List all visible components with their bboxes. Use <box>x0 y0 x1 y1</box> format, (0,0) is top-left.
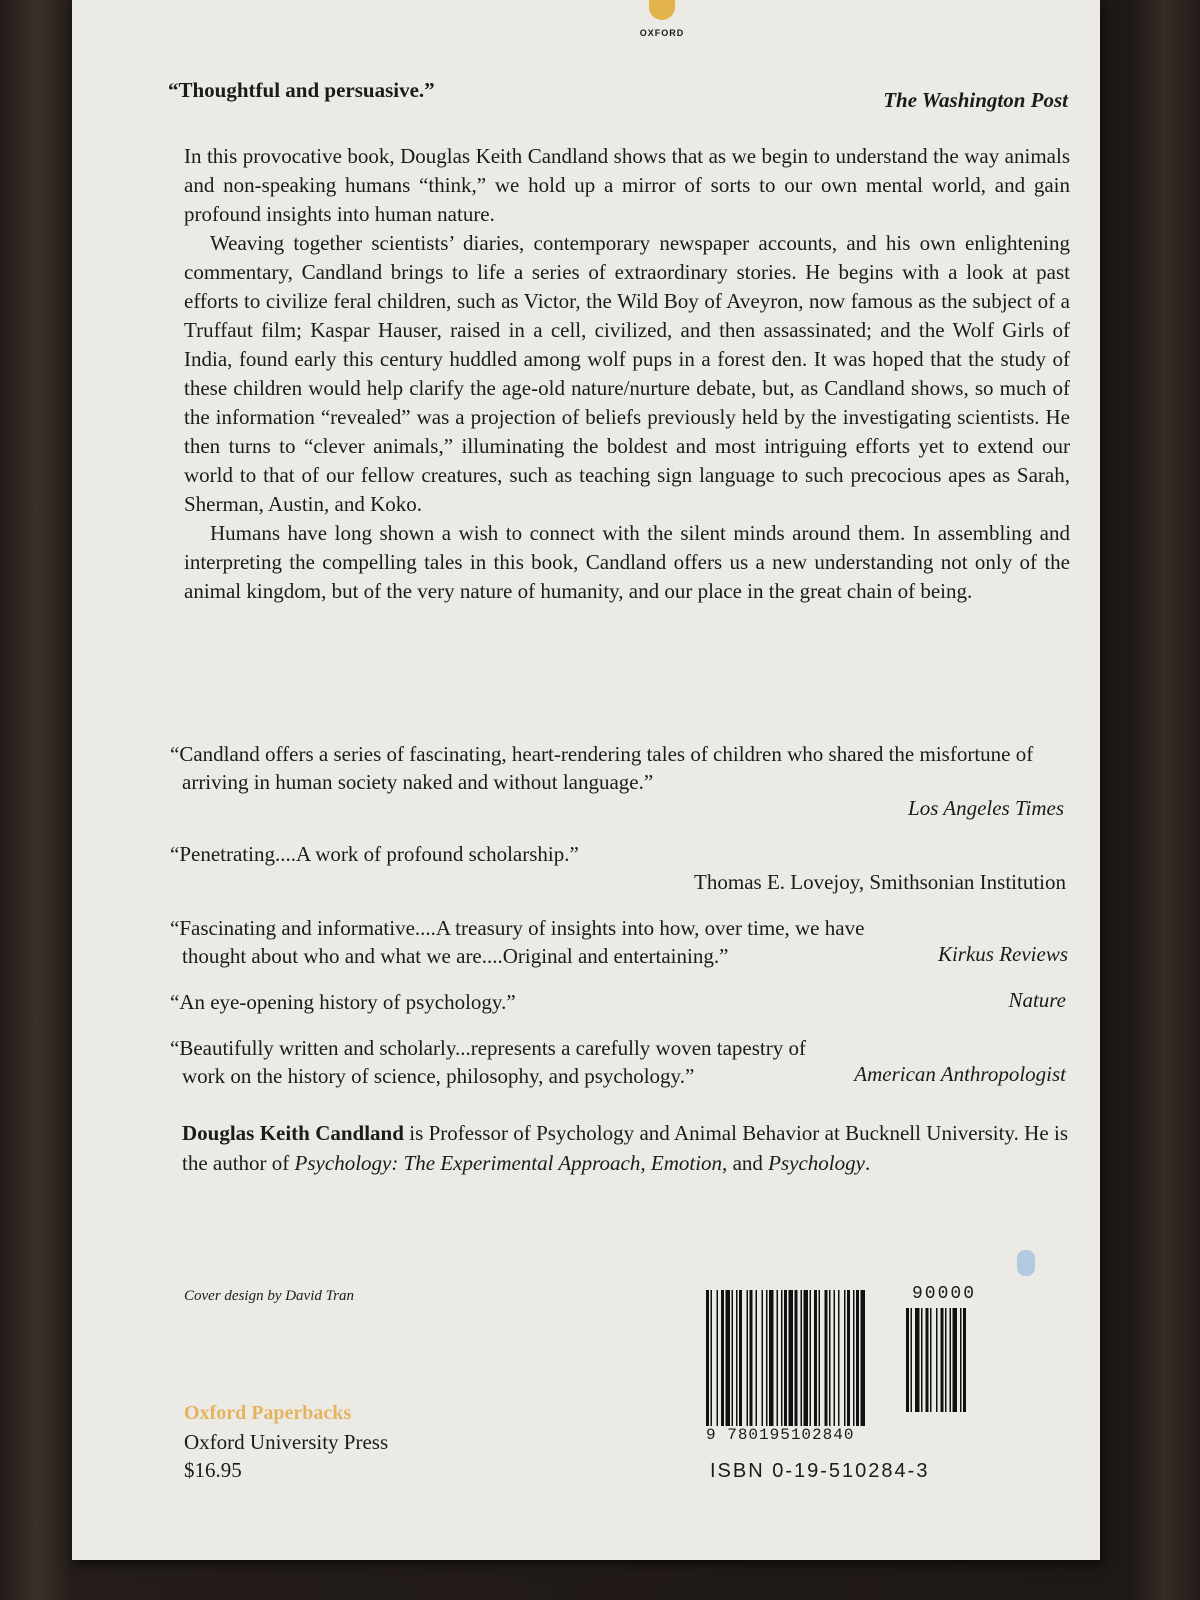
barcode-bar <box>726 1290 731 1426</box>
barcode-addon-bar <box>960 1308 962 1412</box>
blurb-paragraph: In this provocative book, Douglas Keith Candland shows that as we begin to understand the way animals and non-speaking humans “think,” we hold up a mirror of sorts to our own mental world, and gain profound insights into human nature. <box>184 144 1070 226</box>
barcode-bar <box>711 1290 713 1426</box>
barcode-main-digits: 780195102840 <box>727 1426 855 1444</box>
barcode-bar <box>810 1290 812 1426</box>
barcode-addon-bar <box>936 1308 938 1412</box>
barcode-bar <box>736 1290 738 1426</box>
review-text: “Fascinating and informative....A treasury of insights into how, over time, we have thought about who and what we are....Original and entertaining.” <box>170 916 865 968</box>
barcode-bar <box>847 1290 850 1426</box>
series-name: Oxford Paperbacks <box>184 1402 352 1424</box>
review-source: Kirkus Reviews <box>937 942 1068 966</box>
review <box>170 1034 1068 1090</box>
review <box>170 914 1068 970</box>
barcode-bar <box>856 1290 859 1426</box>
barcode-digits <box>706 1426 854 1444</box>
logo-text: OXFORD <box>639 28 685 38</box>
oxford-logo <box>612 0 712 38</box>
barcode-bar <box>732 1290 734 1426</box>
ink-stain <box>1017 1250 1035 1276</box>
review-text: “Candland offers a series of fascinating, heart-rendering tales of children who shared the misfortune of arriving in human society naked and without language.” <box>170 742 1034 794</box>
barcode-bar <box>739 1290 742 1426</box>
isbn-number: ISBN 0-19-510284-3 <box>710 1460 930 1482</box>
barcode-bar <box>838 1290 840 1426</box>
blurb-paragraph: Humans have long shown a wish to connect with the silent minds around them. In assembling and interpreting the compelling tales in this book, Candland offers us a new understanding not only of the animal kingdom, but of the very nature of humanity, and our place in the great chain of being. <box>184 521 1070 603</box>
barcode-bar <box>795 1290 798 1426</box>
review-source: Los Angeles Times <box>908 796 1064 820</box>
barcode-bar <box>766 1290 768 1426</box>
bio-text: . <box>864 1151 871 1175</box>
review <box>170 740 1068 821</box>
barcode-bar <box>747 1290 749 1426</box>
book-title: Psychology: The Experimental Approach, <box>294 1151 646 1175</box>
barcode-bar <box>829 1290 831 1426</box>
barcode-addon-bar <box>950 1308 952 1412</box>
barcode-bar <box>819 1290 821 1426</box>
barcode-bar <box>769 1290 774 1426</box>
barcode-addon-bar <box>915 1308 920 1412</box>
barcode-bar <box>861 1290 866 1426</box>
review <box>170 840 1068 896</box>
header-quote: “Thoughtful and persuasive.” <box>168 78 435 102</box>
barcode-addon-bar <box>930 1308 932 1412</box>
barcode-lead-digit: 9 <box>706 1426 717 1444</box>
header-quote-source: The Washington Post <box>883 88 1068 112</box>
book-title: Emotion, <box>650 1151 728 1175</box>
review <box>170 988 1068 1016</box>
barcode-bar <box>853 1290 855 1426</box>
barcode-bar <box>789 1290 794 1426</box>
barcode-bar <box>717 1290 719 1426</box>
barcode-addon-bar <box>911 1308 913 1412</box>
oxford-crest-icon <box>649 0 675 20</box>
barcode <box>706 1284 996 1480</box>
barcode-addon-bar <box>953 1308 958 1412</box>
review-text: “Beautifully written and scholarly...represents a carefully woven tapestry of work on the history of science, philosophy, and psychology.” <box>170 1036 806 1088</box>
barcode-bar <box>825 1290 828 1426</box>
barcode-bar <box>834 1290 836 1426</box>
barcode-bar <box>844 1290 846 1426</box>
barcode-bar <box>814 1290 817 1426</box>
publisher: Oxford University Press <box>184 1430 389 1454</box>
barcode-bars <box>706 1290 996 1426</box>
barcode-bar <box>784 1290 787 1426</box>
cover-design-credit: Cover design by David Tran <box>184 1288 354 1304</box>
review-source: Nature <box>1008 988 1066 1012</box>
barcode-bar <box>781 1290 783 1426</box>
barcode-addon-digits: 90000 <box>912 1284 977 1304</box>
blurb-paragraph: Weaving together scientists’ diaries, contemporary newspaper accounts, and his own enlightening commentary, Candland brings to life a series of extraordinary stories. He begins with a look at past efforts to civilize feral children, such as Victor, the Wild Boy of Aveyron, now famous as the subject of a Truffaut film; Kaspar Hauser, raised in a cell, civilized, and then assassinated; and the Wolf Girls of India, found early this century huddled among wolf pups in a forest den. It was hoped that the study of these children would help clarify the age-old nature/nurture debate, but, as Candland shows, so much of the information “revealed” was a projection of beliefs previously held by the investigating scientists. He then turns to “clever animals,” illuminating the boldest and most intriguing efforts yet to extend our world to that of our fellow creatures, such as teaching sign language to such precocious apes as Sarah, Sherman, Austin, and Koko. <box>184 231 1070 516</box>
review-text: “An eye-opening history of psychology.” <box>170 990 516 1014</box>
barcode-addon-bar <box>921 1308 923 1412</box>
barcode-bar <box>706 1290 709 1426</box>
barcode-bar <box>750 1290 753 1426</box>
review-text: “Penetrating....A work of profound scholarship.” <box>170 842 579 866</box>
author-bio <box>182 1118 1068 1178</box>
barcode-addon-bar <box>926 1308 929 1412</box>
barcode-addon-bar <box>963 1308 966 1412</box>
barcode-bar <box>804 1290 809 1426</box>
barcode-bar <box>777 1290 779 1426</box>
barcode-addon-bar <box>945 1308 947 1412</box>
price: $16.95 <box>184 1458 242 1482</box>
barcode-addon-bar <box>941 1308 944 1412</box>
author-name: Douglas Keith Candland <box>182 1121 404 1145</box>
review-source: Thomas E. Lovejoy, Smithsonian Institution <box>694 870 1066 894</box>
barcode-bar <box>721 1290 724 1426</box>
barcode-bar <box>762 1290 764 1426</box>
book-title: Psychology <box>768 1151 865 1175</box>
blurb <box>184 142 1070 606</box>
bio-text: and <box>727 1151 769 1175</box>
barcode-addon-bar <box>906 1308 909 1412</box>
barcode-bar <box>756 1290 758 1426</box>
barcode-bar <box>801 1290 803 1426</box>
bio-text: is Professor of Psychology and Animal Behavior at Bucknell University. He is the author of <box>182 1121 1068 1175</box>
review-source: American Anthropologist <box>854 1062 1066 1086</box>
